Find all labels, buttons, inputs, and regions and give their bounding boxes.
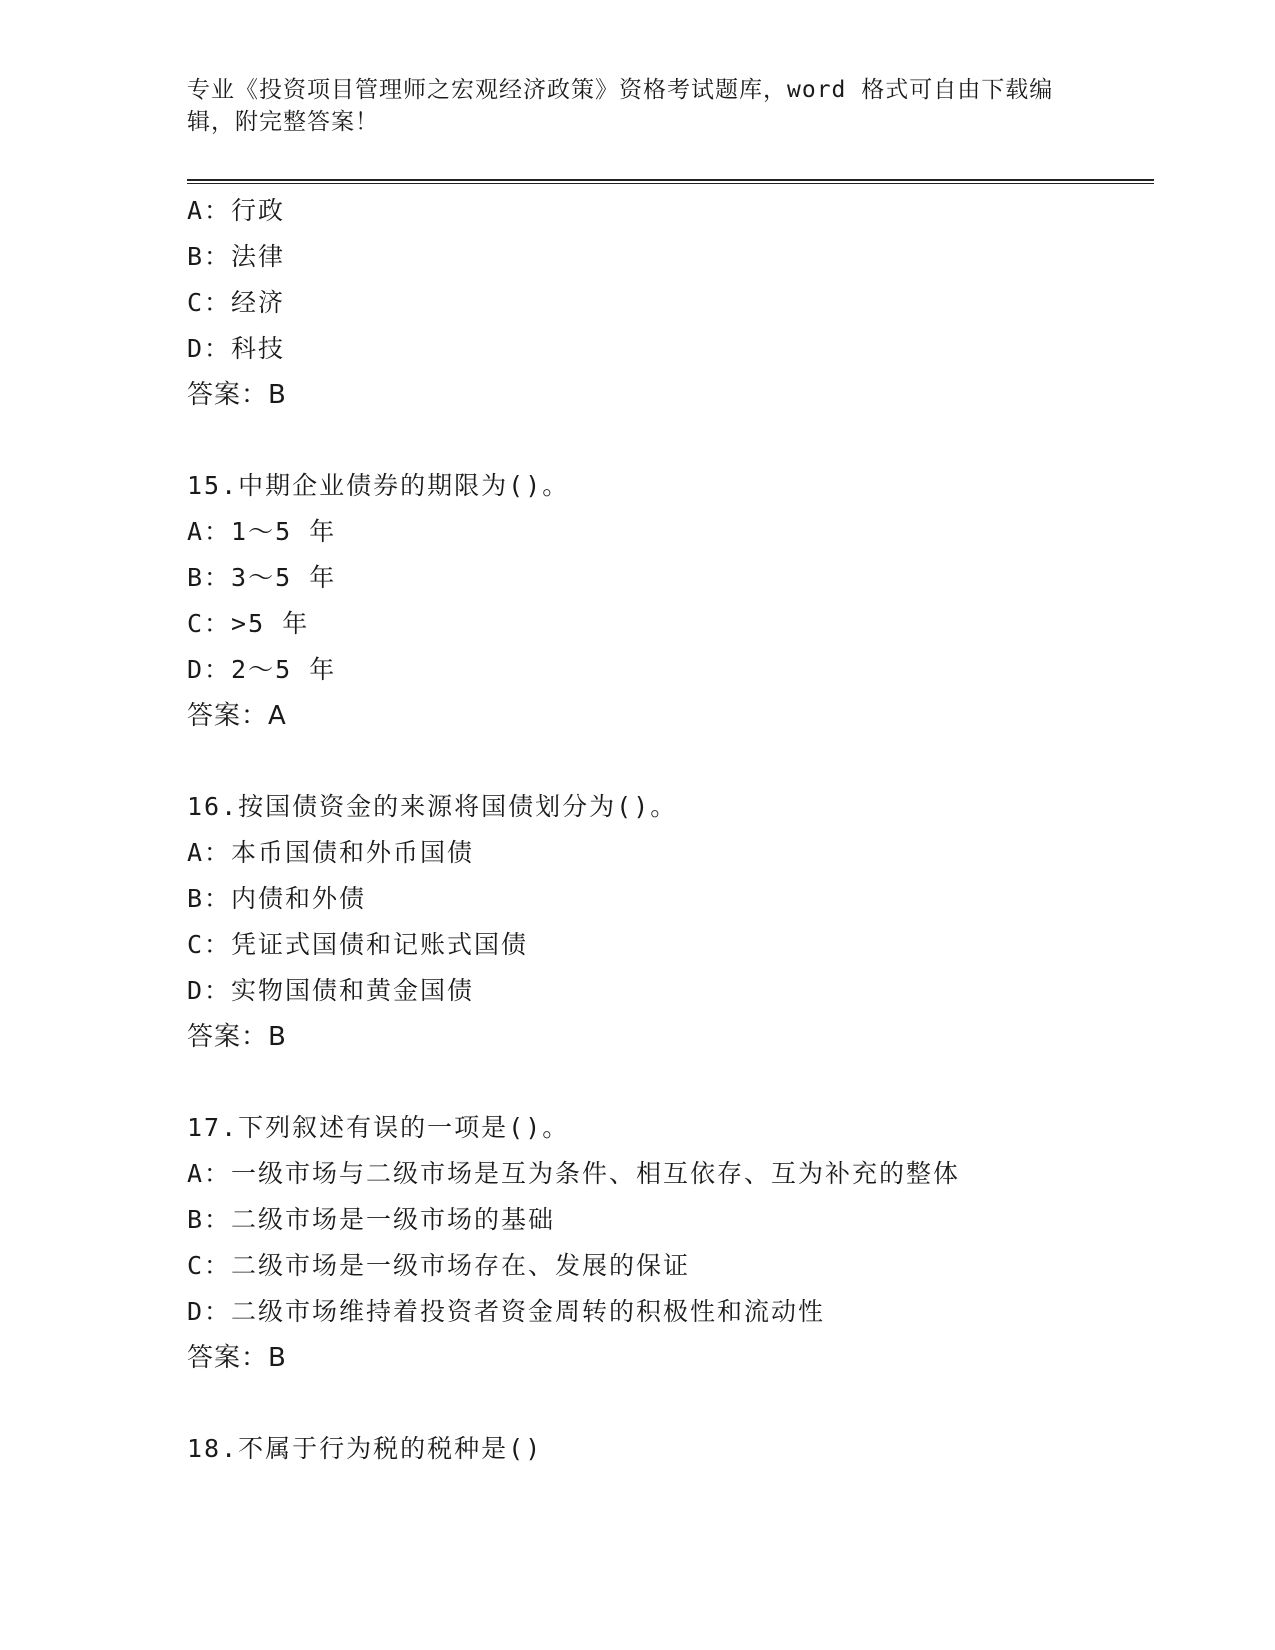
question-block-16 (187, 784, 1147, 1060)
option-c: C：经济 (187, 288, 286, 317)
question-stem: 16.按国债资金的来源将国债划分为()。 (187, 792, 678, 821)
option-b: B：3～5 年 (187, 563, 337, 592)
option-a: A：行政 (187, 196, 286, 225)
question-stem: 17.下列叙述有误的一项是()。 (187, 1113, 570, 1142)
option-b: B：法律 (187, 242, 286, 271)
option-c: C：二级市场是一级市场存在、发展的保证 (187, 1251, 691, 1280)
question-stem: 18.不属于行为税的税种是() (187, 1434, 543, 1463)
option-d: D：实物国债和黄金国债 (187, 976, 475, 1005)
option-a: A：一级市场与二级市场是互为条件、相互依存、互为补充的整体 (187, 1159, 961, 1188)
question-block-18 (187, 1426, 1147, 1472)
header-divider (187, 179, 1154, 184)
question-list (187, 188, 1147, 1472)
option-d: D：科技 (187, 334, 286, 363)
answer-line: 答案：B (187, 1343, 287, 1373)
option-a: A：本币国债和外币国债 (187, 838, 475, 867)
option-b: B：内债和外债 (187, 884, 367, 913)
question-stem: 15.中期企业债券的期限为()。 (187, 471, 570, 500)
question-block-17 (187, 1105, 1147, 1381)
document-header: 专业《投资项目管理师之宏观经济政策》资格考试题库，word 格式可自由下载编辑，附完整答案！ (187, 77, 1054, 135)
answer-line: 答案：A (187, 701, 287, 731)
option-a: A：1～5 年 (187, 517, 337, 546)
question-block-15 (187, 463, 1147, 739)
option-c: C：凭证式国债和记账式国债 (187, 930, 529, 959)
option-c: C：>5 年 (187, 609, 310, 638)
option-b: B：二级市场是一级市场的基础 (187, 1205, 556, 1234)
option-d: D：二级市场维持着投资者资金周转的积极性和流动性 (187, 1297, 826, 1326)
question-block-14 (187, 188, 1147, 418)
option-d: D：2～5 年 (187, 655, 337, 684)
answer-line: 答案：B (187, 1022, 287, 1052)
answer-line: 答案：B (187, 380, 287, 410)
